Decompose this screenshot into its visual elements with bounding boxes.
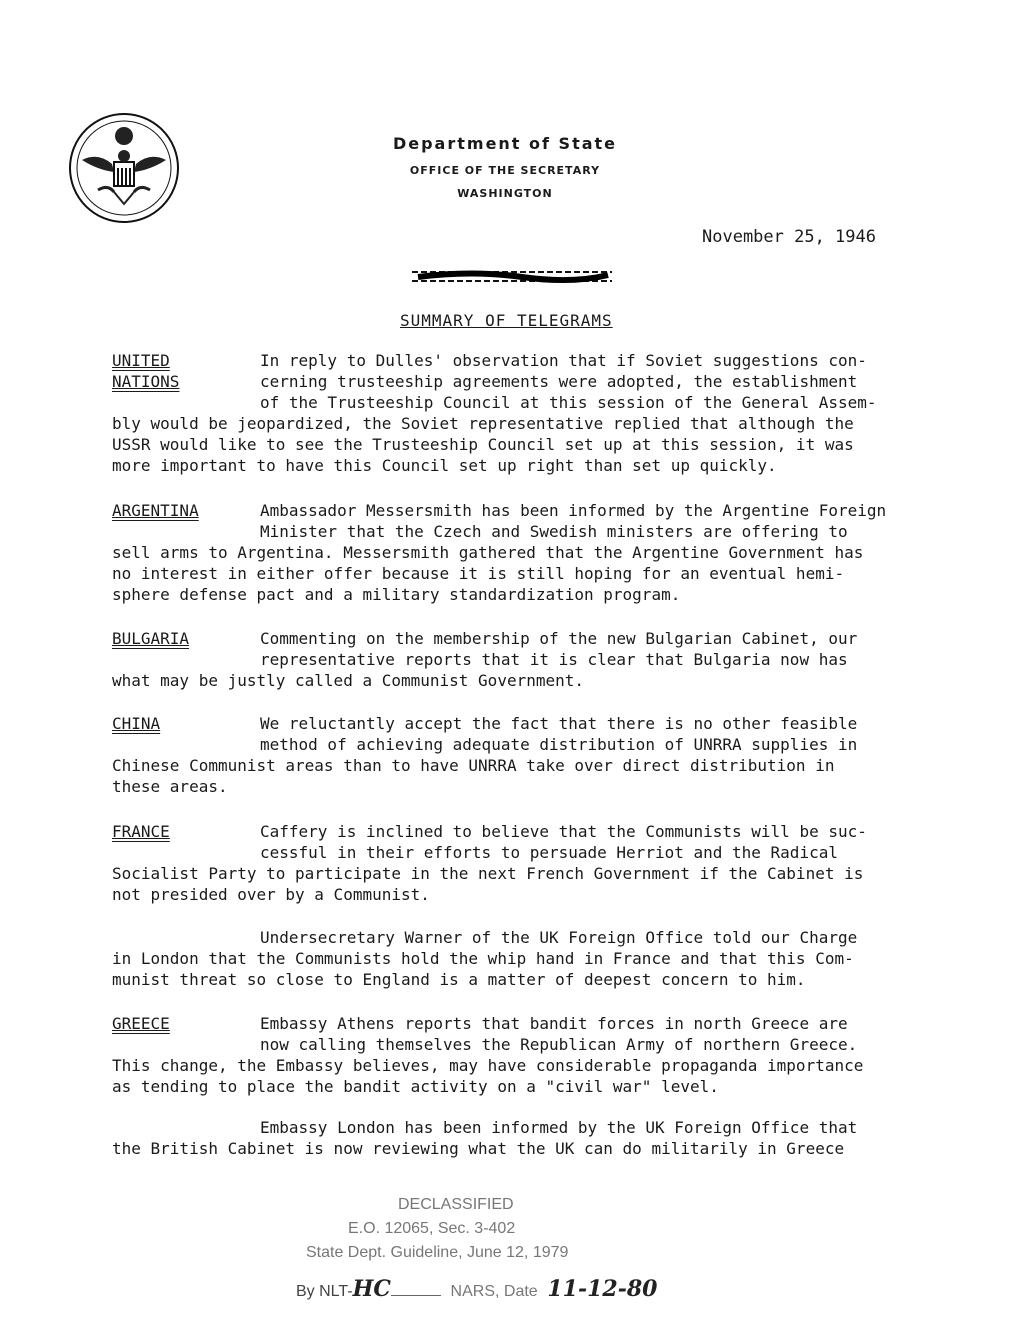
section-body: We reluctantly accept the fact that there is no other feasible method of achieving adequate distribution of UNRRA supplies in Chinese Communist areas than to have UNRRA take over direct distribution in these areas.: [112, 714, 858, 796]
section-body-extra: Undersecretary Warner of the UK Foreign Office told our Charge in London that the Communists hold the whip hand in France and that this Com- munist threat so close to England is a matter of deepest concern to him.: [112, 928, 858, 989]
department-seal: [68, 112, 180, 224]
section-greece: [112, 1013, 962, 1159]
section-label: ARGENTINA: [112, 501, 199, 520]
stamp-eo: E.O. 12065, Sec. 3-402: [348, 1220, 516, 1237]
document-date: November 25, 1946: [702, 227, 876, 247]
great-seal-icon: [68, 112, 180, 224]
section-bulgaria: [112, 628, 962, 691]
section-label: BULGARIA: [112, 629, 190, 648]
section-label: UNITED NATIONS: [112, 351, 180, 391]
section-label: GREECE: [112, 1014, 170, 1033]
section-body: In reply to Dulles' observation that if Soviet suggestions con- cerning trusteeship agreements were adopted, the establishment of the Trusteeship Council at this session of the General Assem- bly would be jeopardized, the Soviet representative replied that although the USSR would like to see the Trusteeship Council set up at this session, it was more important to have this Council set up right than set up quickly.: [112, 351, 877, 475]
section-body: Ambassador Messersmith has been informed by the Argentine Foreign Minister that the Czech and Swedish ministers are offering to sell arms to Argentina. Messersmith gathered that the Argentine Government has no interest in either offer because it is still hoping for an eventual hemi- sphere defense pact and a military standardization program.: [112, 501, 887, 604]
stamp-guideline: State Dept. Guideline, June 12, 1979: [306, 1244, 569, 1261]
section-body: Embassy Athens reports that bandit forces in north Greece are now calling themselves the Republican Army of northern Greece. This change, the Embassy believes, may have considerable propaganda importance as tending to place the bandit activity on a "civil war" level.: [112, 1014, 864, 1096]
stamp-declassified: DECLASSIFIED: [398, 1196, 514, 1213]
section-body: Caffery is inclined to believe that the Communists will be suc- cessful in their efforts to persuade Herriot and the Radical Socialist Party to participate in the next French Government if the Cabinet is not presided over by a Communist.: [112, 822, 867, 904]
document-title: SUMMARY OF TELEGRAMS: [400, 311, 613, 330]
section-china: [112, 713, 962, 797]
section-united-nations: [112, 350, 962, 476]
section-label: CHINA: [112, 714, 161, 733]
stamp-blank: [391, 1295, 441, 1296]
section-label: FRANCE: [112, 822, 170, 841]
redacted-classification: [412, 268, 612, 284]
section-france: [112, 821, 962, 990]
city-subtitle: WASHINGTON: [457, 187, 553, 200]
stamp-nars: NARS, Date: [450, 1283, 538, 1300]
section-body: Commenting on the membership of the new Bulgarian Cabinet, our representative reports that it is clear that Bulgaria now has what may be justly called a Communist Government.: [112, 629, 858, 690]
department-title: Department of State: [392, 134, 618, 153]
office-subtitle: OFFICE OF THE SECRETARY: [409, 164, 601, 177]
section-body-extra: Embassy London has been informed by the UK Foreign Office that the British Cabinet is now reviewing what the UK can do militarily in Greece: [112, 1118, 858, 1158]
stamp-date: 11-12-80: [547, 1276, 658, 1302]
stamp-by: By NLT-: [296, 1283, 353, 1300]
stamp-initials: HC: [352, 1276, 391, 1302]
stamp-signoff: [296, 1276, 657, 1302]
section-argentina: [112, 500, 962, 605]
